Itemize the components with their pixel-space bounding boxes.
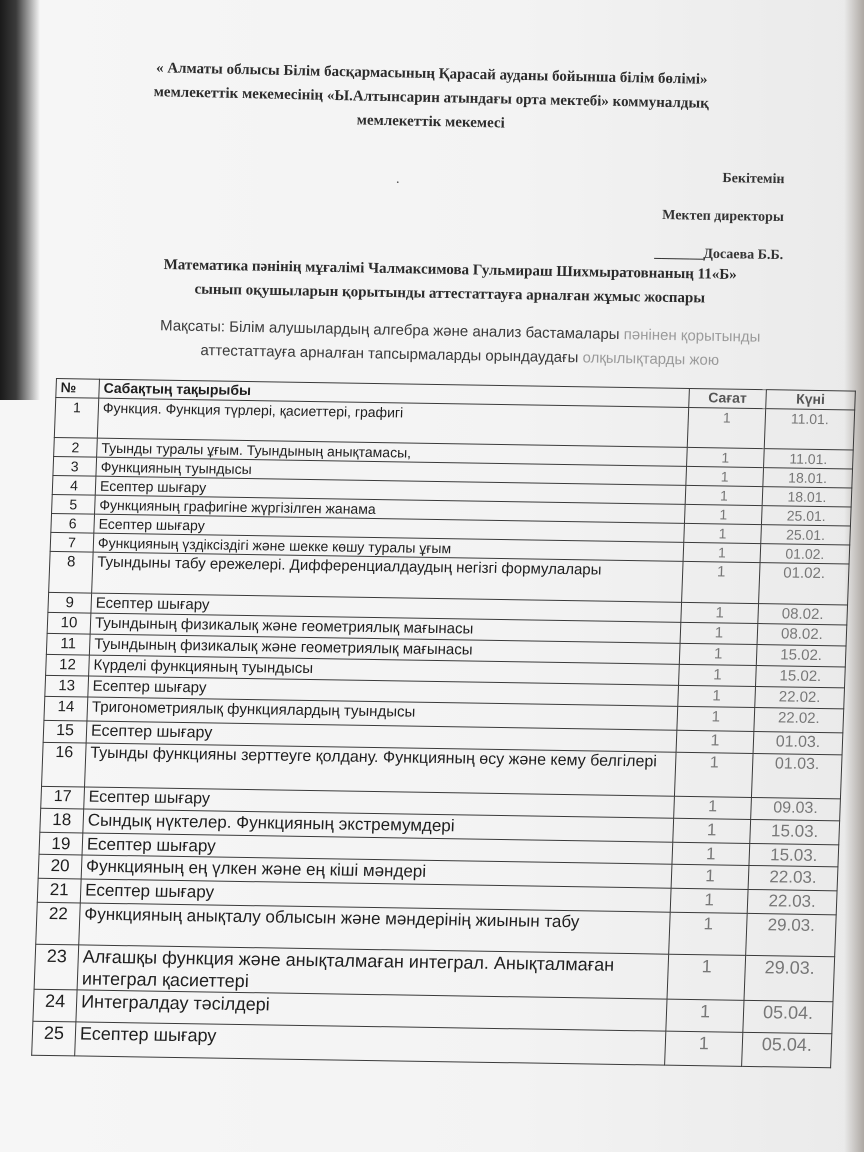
row-number: 1	[54, 397, 98, 438]
goal-line-1-text: Мақсаты: Білім алушылардың алгебра және анализ бастамалары	[159, 317, 620, 344]
row-hours: 1	[682, 561, 760, 603]
row-topic: Туынды туралы ұғым. Туындының анықтамасы,	[97, 438, 688, 466]
row-topic: Сындық нүктелер. Функцияның экстремумдері	[83, 809, 674, 842]
row-number: 16	[42, 742, 87, 787]
row-topic: Есептер шығару	[86, 721, 677, 752]
row-date: 05.04.	[742, 1032, 832, 1067]
row-hours: 1	[680, 622, 758, 644]
row-hours: 1	[671, 864, 749, 889]
row-date: 09.03.	[751, 797, 841, 820]
row-topic: Туындының физикалық және геометриялық мағынасы	[90, 613, 681, 643]
row-date: 18.01.	[762, 487, 852, 507]
row-hours: 1	[684, 504, 762, 524]
goal-line-2-faded: олқылықтарды жою	[582, 349, 720, 369]
row-hours: 1	[677, 706, 755, 731]
approval-position: Мектеп директоры	[662, 208, 785, 226]
row-number: 15	[43, 720, 87, 743]
header-hours: Сағат	[689, 388, 767, 408]
row-topic: Есептер шығару	[82, 833, 673, 864]
row-date: 18.01.	[763, 468, 853, 488]
header-topic: Сабақтың тақырыбы	[99, 379, 690, 407]
row-hours: 1	[686, 466, 764, 486]
row-date: 08.02.	[757, 624, 847, 646]
goal-line-2-text: аттестаттауға арналған тапсырмаларды орындаудағы	[200, 342, 579, 367]
row-number: 4	[52, 475, 96, 495]
row-date: 15.03.	[750, 819, 840, 844]
row-hours: 1	[673, 818, 751, 843]
row-number: 25	[32, 1021, 76, 1056]
row-hours: 1	[684, 523, 762, 543]
row-date: 22.02.	[754, 708, 844, 733]
row-hours: 1	[674, 796, 752, 819]
row-number: 21	[37, 878, 81, 903]
approval-signature: _______Досаева Б.Б.	[654, 245, 784, 264]
approval-label: Бекітемін	[722, 171, 785, 188]
goal-line-1-faded: пәнінен қорытынды	[623, 326, 761, 346]
row-number: 12	[46, 654, 90, 676]
header-num: №	[56, 379, 100, 399]
row-number: 18	[40, 808, 84, 833]
title-line-2: сынып оқушыларын қорытынды аттестаттауға арналған жұмыс жоспары	[194, 281, 706, 307]
row-hours: 1	[669, 912, 748, 955]
row-hours: 1	[687, 407, 765, 448]
row-hours: 1	[674, 752, 753, 797]
row-topic: Күрделі функцияның туындысы	[89, 655, 680, 685]
title-line-1: Математика пәнінің мұғалімі Чалмаксимова Гульмираш Шихмыратовнаның 11«Б»	[163, 257, 737, 284]
row-date: 05.04.	[743, 1000, 833, 1033]
row-topic: Туындыны табу ережелері. Дифференциалдаудың негізгі формулалары	[92, 552, 683, 602]
row-date: 11.01.	[764, 409, 854, 450]
stray-mark: .	[396, 172, 400, 187]
row-date: 11.01.	[764, 449, 854, 469]
row-date: 22.02.	[755, 687, 845, 709]
row-hours: 1	[667, 954, 746, 1000]
row-number: 7	[50, 532, 94, 552]
row-hours: 1	[670, 888, 748, 913]
row-number: 19	[39, 832, 83, 855]
lesson-plan-table-wrap	[31, 378, 856, 1068]
row-hours: 1	[681, 602, 759, 623]
row-topic: Интегралдау тәсілдері	[76, 990, 667, 1031]
row-hours: 1	[679, 664, 757, 686]
row-topic: Есептер шығару	[88, 676, 679, 706]
row-date: 29.03.	[746, 913, 837, 956]
row-date: 01.03.	[751, 753, 842, 798]
row-topic: Тригонометриялық функциялардың туындысы	[87, 697, 678, 730]
row-hours: 1	[678, 685, 756, 707]
row-number: 23	[34, 944, 79, 990]
row-date: 01.02.	[759, 563, 849, 605]
row-hours: 1	[672, 842, 750, 865]
row-date: 25.01.	[761, 506, 851, 526]
row-hours: 1	[685, 485, 763, 505]
header-line-1: « Алматы облысы Білім басқармасының Қарасай ауданы бойынша білім бөлімі»	[155, 60, 708, 88]
row-number: 24	[33, 989, 77, 1022]
row-hours: 1	[666, 999, 744, 1032]
header-date: Күні	[766, 390, 856, 410]
row-number: 6	[51, 513, 95, 533]
table-body	[32, 397, 855, 1067]
row-date: 25.01.	[761, 525, 851, 545]
row-number: 5	[52, 494, 96, 514]
row-number: 22	[36, 902, 81, 945]
row-number: 14	[44, 696, 88, 721]
row-date: 22.03.	[748, 865, 838, 890]
row-topic: Функцияның ең үлкен және ең кіші мәндері	[81, 855, 672, 888]
approval-block	[654, 159, 785, 275]
row-topic: Функцияның туындысы	[96, 457, 687, 485]
row-date: 01.03.	[753, 732, 843, 755]
row-number: 3	[53, 456, 97, 476]
row-date: 01.02.	[760, 544, 850, 564]
row-number: 2	[54, 437, 98, 457]
row-number: 13	[45, 675, 89, 697]
header-line-2: мемлекеттік мекемесінің «Ы.Алтынсарин атындағы орта мектебі» коммуналдық	[153, 84, 709, 112]
row-date: 29.03.	[744, 955, 835, 1001]
row-topic: Туындының физикалық және геометриялық мағынасы	[89, 634, 680, 664]
row-topic: Есептер шығару	[80, 879, 671, 912]
row-topic: Есептер шығару	[75, 1022, 666, 1065]
row-topic: Алғашқы функция және анықталмаған интеграл. Анықталмаған интеграл қасиеттері	[77, 945, 669, 999]
row-date: 15.02.	[756, 645, 846, 667]
row-topic: Функцияның анықталу облысын және мәндерінің жиынын табу	[79, 903, 670, 954]
row-topic: Есептер шығару	[95, 476, 686, 504]
row-topic: Есептер шығару	[94, 514, 685, 542]
row-topic: Функцияның үздіксіздігі және шекке көшу туралы ұғым	[93, 533, 684, 561]
row-date: 08.02.	[758, 604, 848, 625]
row-date: 15.03.	[749, 843, 839, 866]
row-date: 22.03.	[747, 889, 837, 914]
row-hours: 1	[679, 643, 757, 665]
lesson-plan-table	[31, 378, 856, 1068]
row-topic: Туынды функцияны зерттеуге қолдану. Функцияның өсу және кему белгілері	[85, 743, 677, 796]
header-line-3: мемлекеттік мекемесі	[356, 112, 505, 132]
row-number: 10	[47, 612, 91, 634]
row-number: 11	[46, 633, 90, 655]
row-number: 8	[49, 551, 93, 593]
row-topic: Функция. Функция түрлері, қасиеттері, графигі	[97, 398, 688, 447]
row-number: 20	[38, 854, 82, 879]
row-topic: Функцияның графигіне жүргізілген жанама	[95, 495, 686, 523]
row-hours: 1	[665, 1031, 743, 1066]
row-number: 17	[41, 786, 85, 809]
row-topic: Есептер шығару	[84, 787, 675, 818]
row-hours: 1	[683, 542, 761, 562]
row-hours: 1	[687, 447, 765, 467]
row-topic: Есептер шығару	[91, 593, 682, 622]
row-date: 15.02.	[756, 666, 846, 688]
row-number: 9	[48, 592, 92, 613]
row-hours: 1	[676, 730, 754, 753]
